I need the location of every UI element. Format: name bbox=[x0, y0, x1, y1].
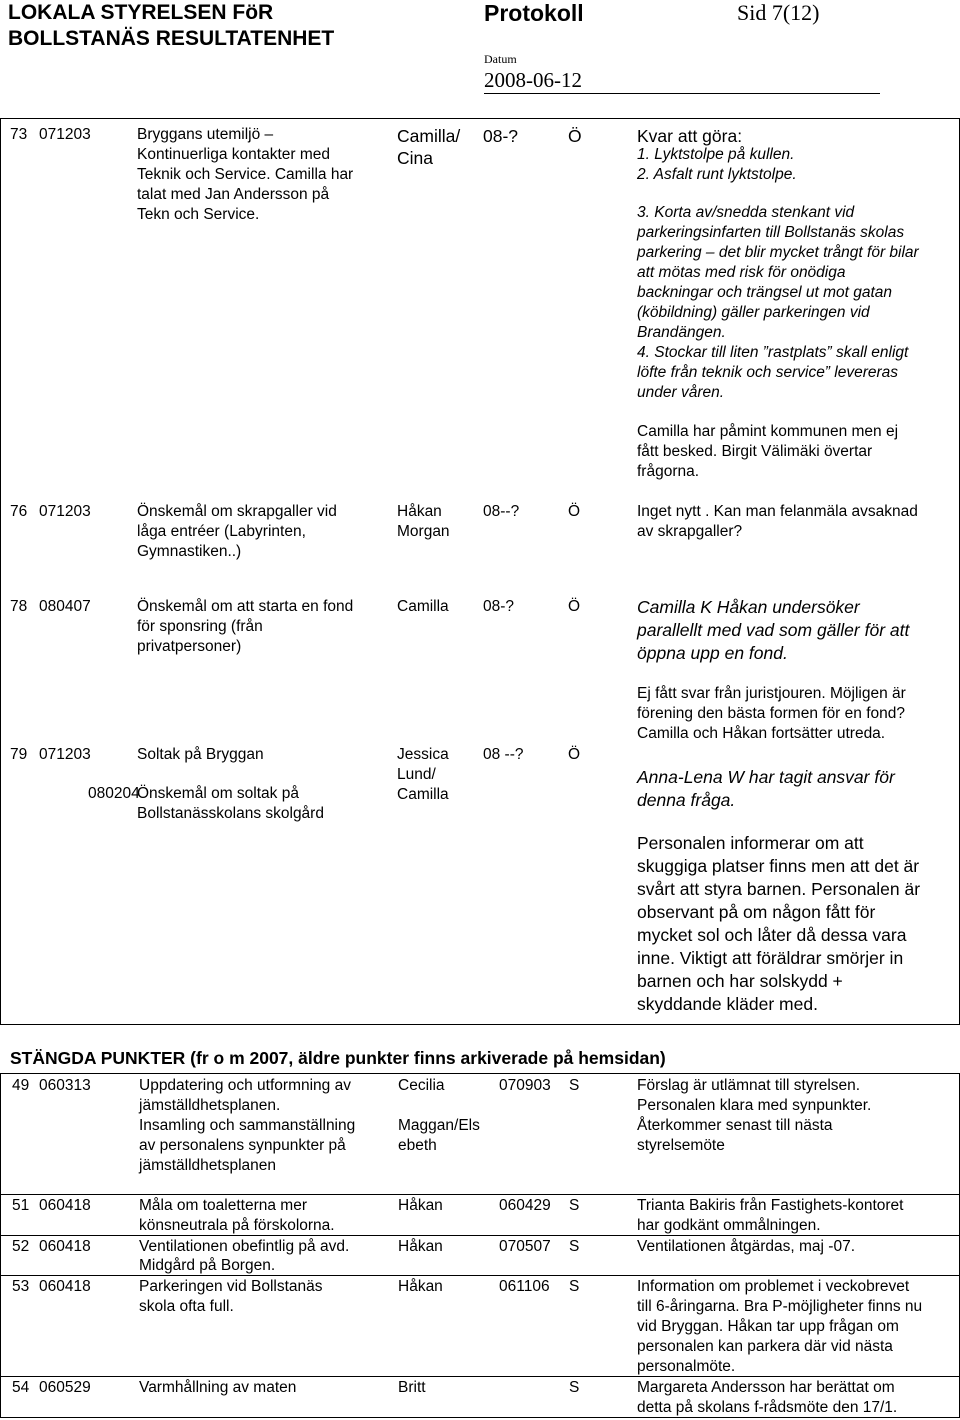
item-note: inne. Viktigt att föräldrar smörjer in bbox=[637, 948, 904, 968]
item-subject: jämställdhetsplanen. bbox=[139, 1097, 281, 1114]
item-note: löfte från teknik och service” levereras bbox=[637, 364, 899, 381]
doc-type: Protokoll bbox=[484, 0, 584, 26]
item-status: Ö bbox=[568, 503, 581, 520]
item-date: 060529 bbox=[39, 1379, 91, 1396]
item-note: personalmöte. bbox=[637, 1358, 736, 1375]
item-note: frågorna. bbox=[637, 463, 700, 480]
item-subject: Teknik och Service. Camilla har bbox=[137, 166, 354, 183]
item-note: detta på skolans f-rådsmöte den 17/1. bbox=[637, 1399, 898, 1416]
item-responsible: Håkan bbox=[398, 1197, 443, 1214]
item-subject: Ventilationen obefintlig på avd. bbox=[139, 1238, 350, 1255]
item-number: 73 bbox=[10, 126, 28, 143]
item-closed-date: 070903 bbox=[499, 1077, 551, 1094]
item-date: 071203 bbox=[39, 126, 91, 143]
table-border bbox=[0, 118, 1, 1024]
item-subject: Önskemål om att starta en fond bbox=[137, 598, 354, 615]
item-status: Ö bbox=[568, 746, 581, 763]
item-note: parkering – det blir mycket trångt för bilar bbox=[637, 244, 919, 261]
item-date: 071203 bbox=[39, 503, 91, 520]
item-responsible: ebeth bbox=[398, 1137, 437, 1154]
item-closed-date: 070507 bbox=[499, 1238, 551, 1255]
item-number: 78 bbox=[10, 598, 28, 615]
item-note: fått besked. Birgit Välimäki övertar bbox=[637, 443, 873, 460]
item-number: 76 bbox=[10, 503, 28, 520]
item-responsible: Håkan bbox=[398, 1238, 443, 1255]
item-note: Trianta Bakiris från Fastighets-kontoret bbox=[637, 1197, 904, 1214]
item-number: 49 bbox=[12, 1077, 30, 1094]
item-note: Camilla och Håkan fortsätter utreda. bbox=[637, 725, 886, 742]
item-note: parkeringsinfarten till Bollstanäs skolas bbox=[637, 224, 905, 241]
item-subject: skola ofta full. bbox=[139, 1298, 234, 1315]
date-underline bbox=[484, 93, 880, 94]
item-status: Ö bbox=[568, 598, 581, 615]
item-note: mycket sol och låter då dessa vara bbox=[637, 925, 907, 945]
item-date: 060418 bbox=[39, 1197, 91, 1214]
item-responsible: Camilla bbox=[397, 786, 449, 803]
item-note: Ej fått svar från juristjouren. Möjligen är bbox=[637, 685, 906, 702]
item-note: skyddande kläder med. bbox=[637, 994, 818, 1014]
item-note: vid Bryggan. Håkan tar upp frågan om bbox=[637, 1318, 899, 1335]
item-deadline: 08-? bbox=[483, 598, 515, 615]
item-note: denna fråga. bbox=[637, 790, 736, 810]
document-date: 2008-06-12 bbox=[484, 68, 582, 92]
item-note: barnen och har solskydd + bbox=[637, 971, 843, 991]
item-note: backningar och trängsel ut mot gatan bbox=[637, 284, 893, 301]
item-note: Inget nytt . Kan man felanmäla avsaknad bbox=[637, 503, 918, 520]
item-subject: för sponsring (från bbox=[137, 618, 263, 635]
item-status: Ö bbox=[568, 126, 582, 146]
table-border bbox=[0, 1194, 960, 1195]
item-subject: könsneutrala på förskolorna. bbox=[139, 1217, 335, 1234]
item-responsible: Lund/ bbox=[397, 766, 436, 783]
item-deadline: 08-? bbox=[483, 126, 519, 146]
item-note: Återkommer senast till nästa bbox=[637, 1117, 833, 1134]
item-date: 060313 bbox=[39, 1077, 91, 1094]
item-responsible: Morgan bbox=[397, 523, 450, 540]
org-name-line1: LOKALA STYRELSEN FöR bbox=[8, 1, 274, 24]
item-status: S bbox=[569, 1278, 580, 1295]
table-border bbox=[0, 118, 960, 119]
item-subject: Önskemål om soltak på bbox=[137, 785, 299, 802]
item-subject: privatpersoner) bbox=[137, 638, 242, 655]
item-note: Margareta Andersson har berättat om bbox=[637, 1379, 895, 1396]
item-note: observant på om någon fått för bbox=[637, 902, 876, 922]
item-note: Förslag är utlämnat till styrelsen. bbox=[637, 1077, 861, 1094]
item-status: S bbox=[569, 1379, 580, 1396]
item-note: förening den bästa formen för en fond? bbox=[637, 705, 905, 722]
item-date: 080407 bbox=[39, 598, 91, 615]
item-subject: Insamling och sammanställning bbox=[139, 1117, 356, 1134]
date-label: Datum bbox=[484, 52, 517, 66]
item-deadline: 08--? bbox=[483, 503, 520, 520]
org-name-line2: BOLLSTANÄS RESULTATENHET bbox=[8, 27, 335, 50]
item-note: att mötas med risk för onödiga bbox=[637, 264, 846, 281]
item-status: S bbox=[569, 1238, 580, 1255]
item-date: 060418 bbox=[39, 1238, 91, 1255]
item-number: 79 bbox=[10, 746, 28, 763]
item-note: 2. Asfalt runt lyktstolpe. bbox=[637, 166, 797, 183]
item-number: 51 bbox=[12, 1197, 30, 1214]
closed-items-heading: STÄNGDA PUNKTER (fr o m 2007, äldre punkter finns arkiverade på hemsidan) bbox=[10, 1048, 666, 1068]
item-subject: jämställdhetsplanen bbox=[139, 1157, 277, 1174]
item-responsible: Maggan/Els bbox=[398, 1117, 480, 1134]
item-note: skuggiga platser finns men att det är bbox=[637, 856, 920, 876]
item-responsible: Camilla bbox=[397, 598, 449, 615]
item-date: 071203 bbox=[39, 746, 91, 763]
item-subject: Tekn och Service. bbox=[137, 206, 260, 223]
item-responsible: Håkan bbox=[397, 503, 442, 520]
item-subject: låga entréer (Labyrinten, bbox=[137, 523, 306, 540]
item-status: S bbox=[569, 1197, 580, 1214]
item-subject: Bryggans utemiljö – bbox=[137, 126, 274, 143]
item-note: (köbildning) gäller parkeringen vid bbox=[637, 304, 870, 321]
item-responsible: Camilla/ bbox=[397, 126, 461, 146]
item-note: Brandängen. bbox=[637, 324, 726, 341]
item-note: Information om problemet i veckobrevet bbox=[637, 1278, 910, 1295]
item-responsible: Cina bbox=[397, 148, 433, 168]
item-note: 3. Korta av/snedda stenkant vid bbox=[637, 204, 855, 221]
item-note: Anna-Lena W har tagit ansvar för bbox=[637, 767, 895, 787]
item-note: Camilla har påmint kommunen men ej bbox=[637, 423, 899, 440]
item-subject: Parkeringen vid Bollstanäs bbox=[139, 1278, 323, 1295]
item-notes-title: Kvar att göra: bbox=[637, 126, 743, 146]
item-closed-date: 060429 bbox=[499, 1197, 551, 1214]
item-responsible: Håkan bbox=[398, 1278, 443, 1295]
item-deadline: 08 --? bbox=[483, 746, 524, 763]
item-note: personalen kan parkera där vid nästa bbox=[637, 1338, 893, 1355]
item-note: Personalen klara med synpunkter. bbox=[637, 1097, 872, 1114]
item-responsible: Jessica bbox=[397, 746, 449, 763]
item-number: 54 bbox=[12, 1379, 30, 1396]
item-note: Ventilationen åtgärdas, maj -07. bbox=[637, 1238, 855, 1255]
item-closed-date: 061106 bbox=[499, 1278, 550, 1295]
item-subject: Soltak på Bryggan bbox=[137, 746, 264, 763]
item-subject: Måla om toaletterna mer bbox=[139, 1197, 307, 1214]
item-note: öppna upp en fond. bbox=[637, 643, 788, 663]
item-subject: talat med Jan Andersson på bbox=[137, 186, 330, 203]
item-date: 060418 bbox=[39, 1278, 91, 1295]
item-note: Camilla K Håkan undersöker bbox=[637, 597, 860, 617]
item-note: har godkänt ommålningen. bbox=[637, 1217, 821, 1234]
item-responsible: Britt bbox=[398, 1379, 426, 1396]
item-note: styrelsemöte bbox=[637, 1137, 725, 1154]
item-subject: Bollstanässkolans skolgård bbox=[137, 805, 324, 822]
item-status: S bbox=[569, 1077, 580, 1094]
item-note: svårt att styra barnen. Personalen är bbox=[637, 879, 921, 899]
table-border bbox=[0, 1073, 1, 1417]
item-subject: Varmhållning av maten bbox=[139, 1379, 297, 1396]
item-responsible: Cecilia bbox=[398, 1077, 445, 1094]
page-number: Sid 7(12) bbox=[737, 0, 820, 25]
table-border bbox=[0, 1024, 960, 1025]
table-border bbox=[0, 1073, 960, 1074]
item-subject: Kontinuerliga kontakter med bbox=[137, 146, 331, 163]
item-subject: Midgård på Borgen. bbox=[139, 1257, 276, 1274]
item-note: under våren. bbox=[637, 384, 725, 401]
table-border bbox=[0, 1376, 960, 1377]
item-number: 52 bbox=[12, 1238, 30, 1255]
item-note: 1. Lyktstolpe på kullen. bbox=[637, 146, 795, 163]
item-subject: Uppdatering och utformning av bbox=[139, 1077, 351, 1094]
item-note: 4. Stockar till liten ”rastplats” skall enligt bbox=[637, 344, 909, 361]
item-note: Personalen informerar om att bbox=[637, 833, 864, 853]
item-subject: Gymnastiken..) bbox=[137, 543, 242, 560]
item-subject: Önskemål om skrapgaller vid bbox=[137, 503, 337, 520]
item-subject: av personalens synpunkter på bbox=[139, 1137, 346, 1154]
item-note: till 6-åringarna. Bra P-möjligheter finns nu bbox=[637, 1298, 923, 1315]
item-number: 53 bbox=[12, 1278, 30, 1295]
item-note: parallellt med vad som gäller för att bbox=[637, 620, 910, 640]
item-date: 080204 bbox=[88, 785, 140, 802]
item-note: av skrapgaller? bbox=[637, 523, 743, 540]
